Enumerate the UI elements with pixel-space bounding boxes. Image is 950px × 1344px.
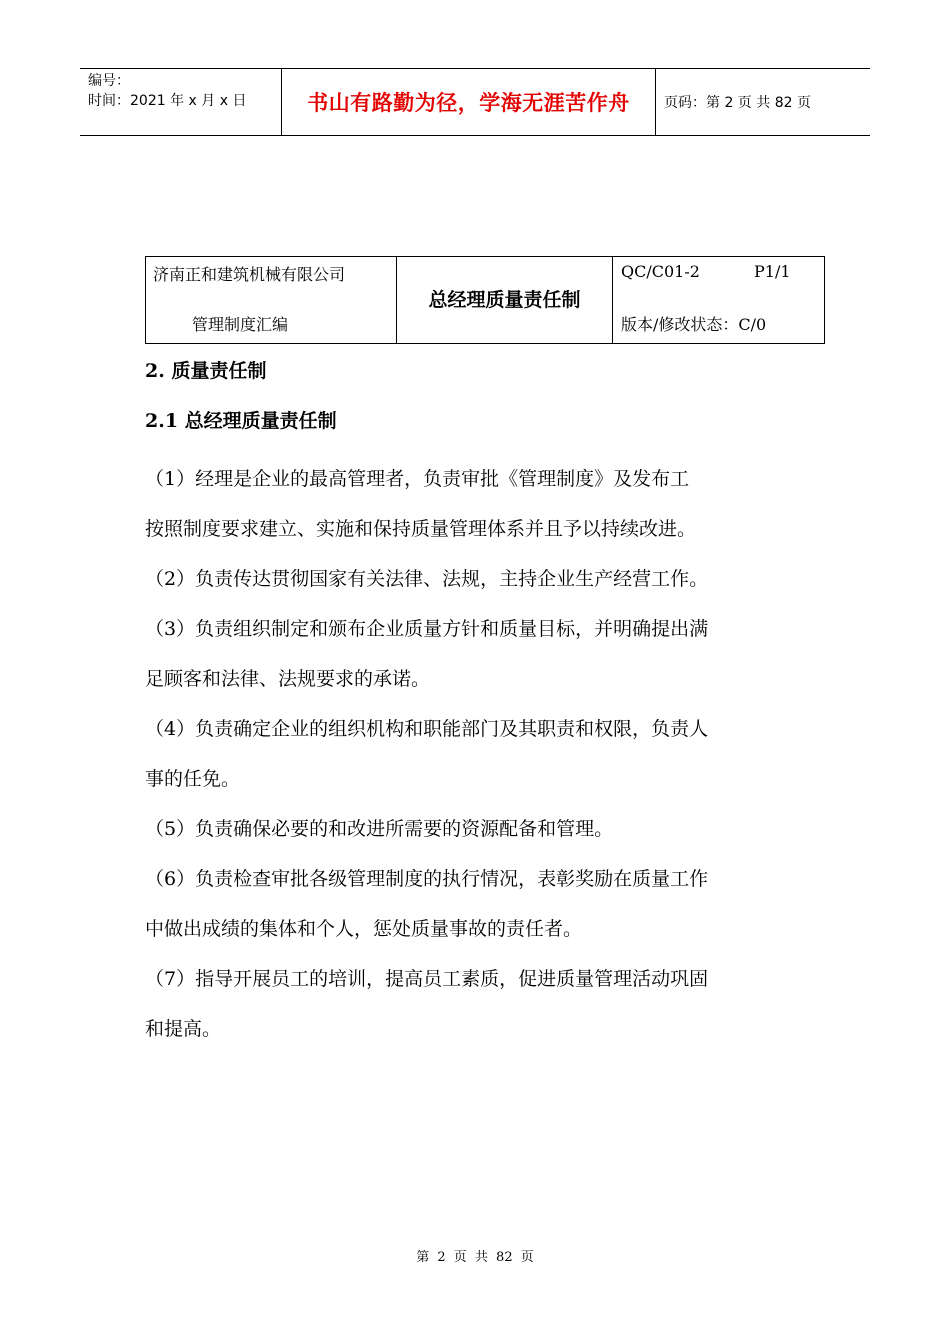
responsibility-item	[145, 604, 825, 704]
document-title: 总经理质量责任制	[397, 257, 613, 343]
document-body	[145, 354, 825, 1054]
header-page-info: 页码：第 2 页 共 82 页	[664, 95, 811, 111]
text-line: （2）负责传达贯彻国家有关法律、法规，主持企业生产经营工作。	[145, 568, 709, 590]
text-line: 中做出成绩的集体和个人，惩处质量事故的责任者。	[145, 918, 583, 940]
responsibility-item	[145, 454, 825, 554]
text-line: （4）负责确定企业的组织机构和职能部门及其职责和权限，负责人	[145, 718, 709, 740]
document-page: P1/1	[754, 262, 791, 281]
text-line: 按照制度要求建立、实施和保持质量管理体系并且予以持续改进。	[145, 518, 697, 540]
responsibility-list	[145, 454, 825, 1054]
responsibility-item	[145, 854, 825, 954]
text-line: （5）负责确保必要的和改进所需要的资源配备和管理。	[145, 818, 614, 840]
document-code: QC/C01-2	[621, 262, 700, 281]
company-name: 济南正和建筑机械有限公司	[153, 265, 346, 284]
page-footer: 第 2 页 共 82 页	[416, 1250, 534, 1265]
compilation-name: 管理制度汇编	[192, 315, 289, 334]
text-line: 足顾客和法律、法规要求的承诺。	[145, 668, 431, 690]
document-code-cell	[613, 257, 824, 343]
serial-label: 编号：	[88, 73, 130, 89]
subsection-heading: 2.1 总经理质量责任制	[145, 410, 337, 432]
header-motto: 书山有路勤为径，学海无涯苦作舟	[282, 69, 656, 135]
text-line: （6）负责检查审批各级管理制度的执行情况，表彰奖励在质量工作	[145, 868, 709, 890]
responsibility-item	[145, 554, 825, 604]
responsibility-item	[145, 704, 825, 804]
responsibility-item	[145, 804, 825, 854]
text-line: 事的任免。	[145, 768, 241, 790]
page-header	[80, 68, 870, 136]
text-line: （7）指导开展员工的培训，提高员工素质，促进质量管理活动巩固	[145, 968, 709, 990]
text-line: 和提高。	[145, 1018, 222, 1040]
date-label: 时间：2021 年 x 月 x 日	[88, 93, 247, 109]
company-cell	[146, 257, 397, 343]
header-meta	[80, 69, 282, 135]
document-info-table	[145, 256, 825, 344]
text-line: （3）负责组织制定和颁布企业质量方针和质量目标，并明确提出满	[145, 618, 709, 640]
section-heading: 2. 质量责任制	[145, 360, 267, 382]
text-line: （1）经理是企业的最高管理者，负责审批《管理制度》及发布工	[145, 468, 690, 490]
responsibility-item	[145, 954, 825, 1054]
document-version: 版本/修改状态：C/0	[621, 315, 767, 334]
